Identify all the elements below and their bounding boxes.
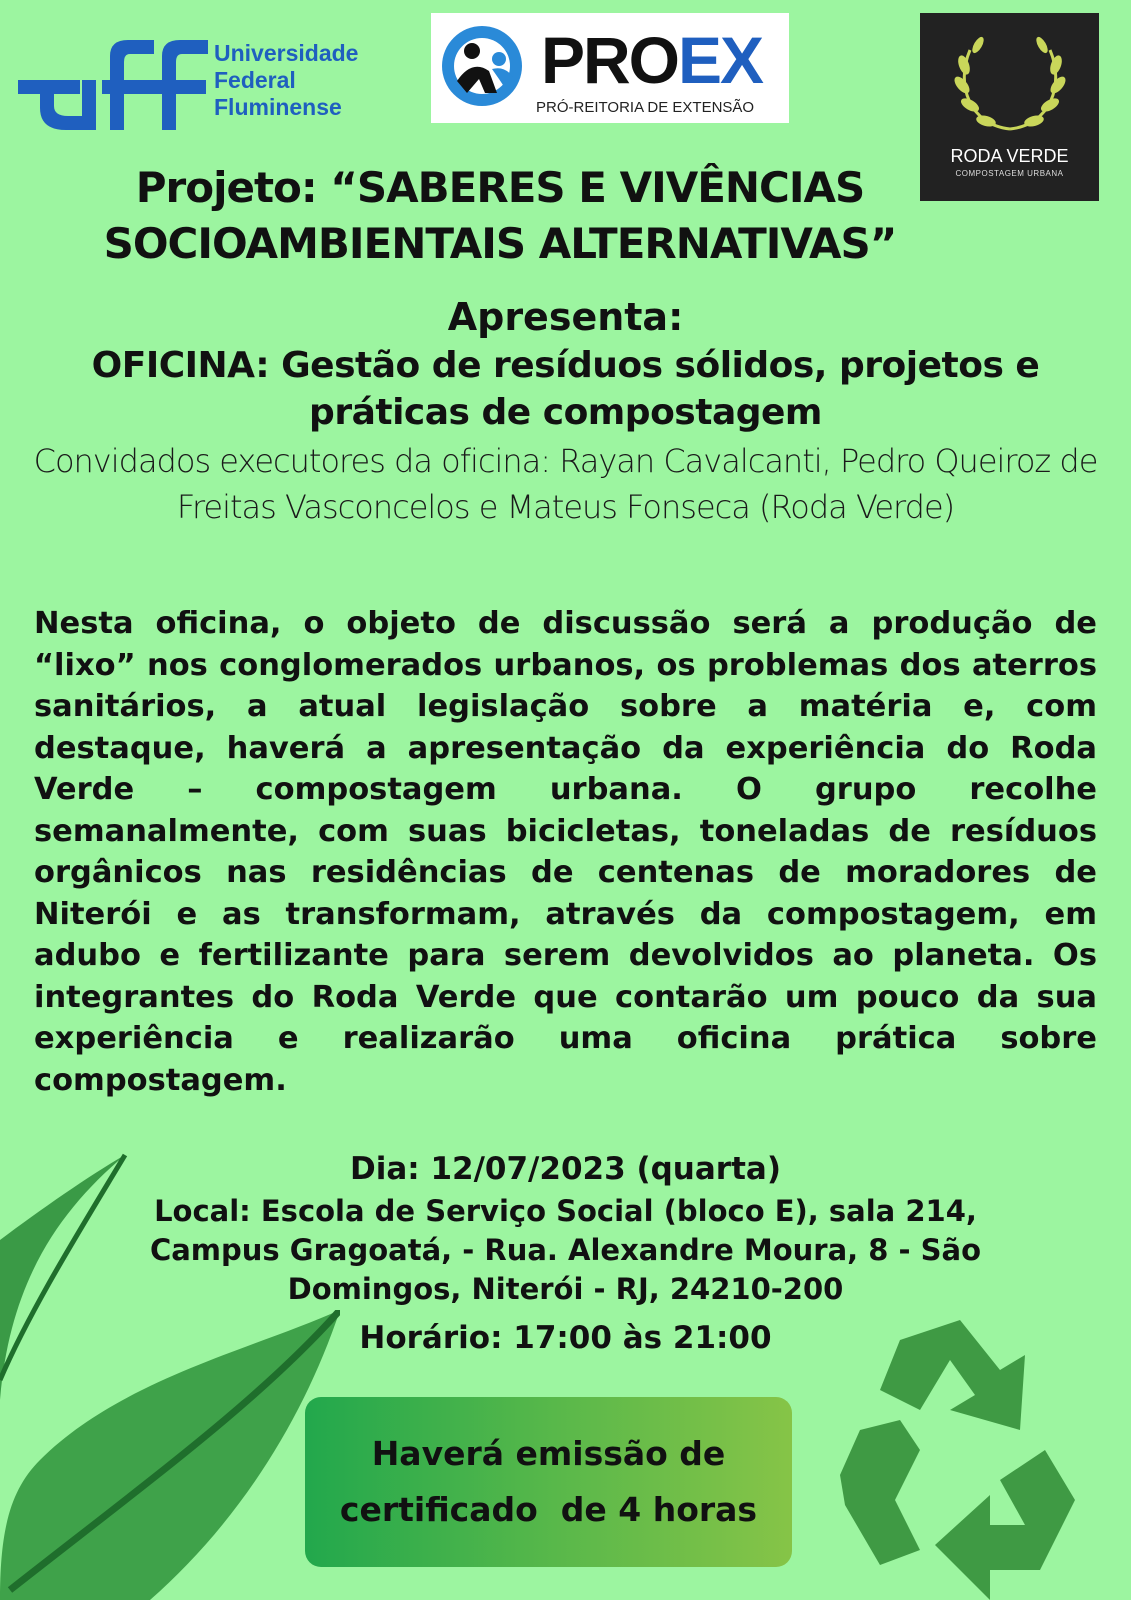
certificate-text xyxy=(340,1426,757,1538)
certificate-line-1: Haverá emissão de xyxy=(371,1434,726,1473)
event-hours: Horário: 17:00 às 21:00 xyxy=(359,1320,772,1356)
uff-line-1: Universidade xyxy=(214,40,359,66)
proex-wordmark xyxy=(541,25,762,95)
certificate-line-2: certificado de 4 horas xyxy=(339,1490,758,1529)
proex-pro: PRO xyxy=(541,23,679,97)
event-date: Dia: 12/07/2023 (quarta) xyxy=(349,1151,781,1187)
certificate-banner xyxy=(305,1397,792,1567)
event-location: Local: Escola de Serviço Social (bloco E), sala 214, Campus Gragoatá, - Rua. Alexandre Moura, 8 - São Domingos, Niterói - RJ, 24210-200 xyxy=(149,1194,982,1306)
roda-verde-name: RODA VERDE xyxy=(950,146,1069,166)
project-title-line-1: Projeto: “SABERES E VIVÊNCIAS xyxy=(135,163,865,212)
uff-logo xyxy=(18,36,398,136)
uff-line-3: Fluminense xyxy=(214,94,342,120)
uff-line-2: Federal xyxy=(214,67,296,93)
uff-logo-mark xyxy=(18,36,208,130)
uff-wordmark xyxy=(214,40,358,121)
presents-heading: Apresenta: xyxy=(447,295,684,339)
project-title xyxy=(60,160,940,272)
proex-ex: EX xyxy=(678,23,763,97)
project-title-line-2: SOCIOAMBIENTAIS ALTERNATIVAS” xyxy=(103,219,897,268)
laurel-wreath-icon xyxy=(950,25,1070,137)
workshop-guests: Convidados executores da oficina: Rayan Cavalcanti, Pedro Queiroz de Freitas Vasconcelos e Mateus Fonseca (Roda Verde) xyxy=(33,442,1098,526)
workshop-description: Nesta oficina, o objeto de discussão será a produção de “lixo” nos conglomerados urbanos, os problemas dos aterros sanitários, a atual legislação sobre a matéria e, com destaque, haverá a apresentação da experiência do Roda Verde – compostagem urbana. O grupo recolhe semanalmente, com suas bicicletas, toneladas de resíduos orgânicos nas residências de centenas de moradores de Niterói e as transformam, através da compostagem, em adubo e fertilizante para serem devolvidos ao planeta. Os integrantes do Roda Verde que contarão um pouco da sua experiência e realizarão uma oficina prática sobre compostagem. xyxy=(34,606,1097,1098)
proex-people-icon xyxy=(437,21,537,111)
roda-verde-logo xyxy=(920,13,1099,201)
proex-subtitle: PRÓ-REITORIA DE EXTENSÃO xyxy=(536,99,755,116)
proex-logo xyxy=(431,13,789,123)
roda-verde-subtitle: COMPOSTAGEM URBANA xyxy=(955,169,1064,178)
workshop-title: OFICINA: Gestão de resíduos sólidos, projetos e práticas de compostagem xyxy=(91,345,1040,433)
